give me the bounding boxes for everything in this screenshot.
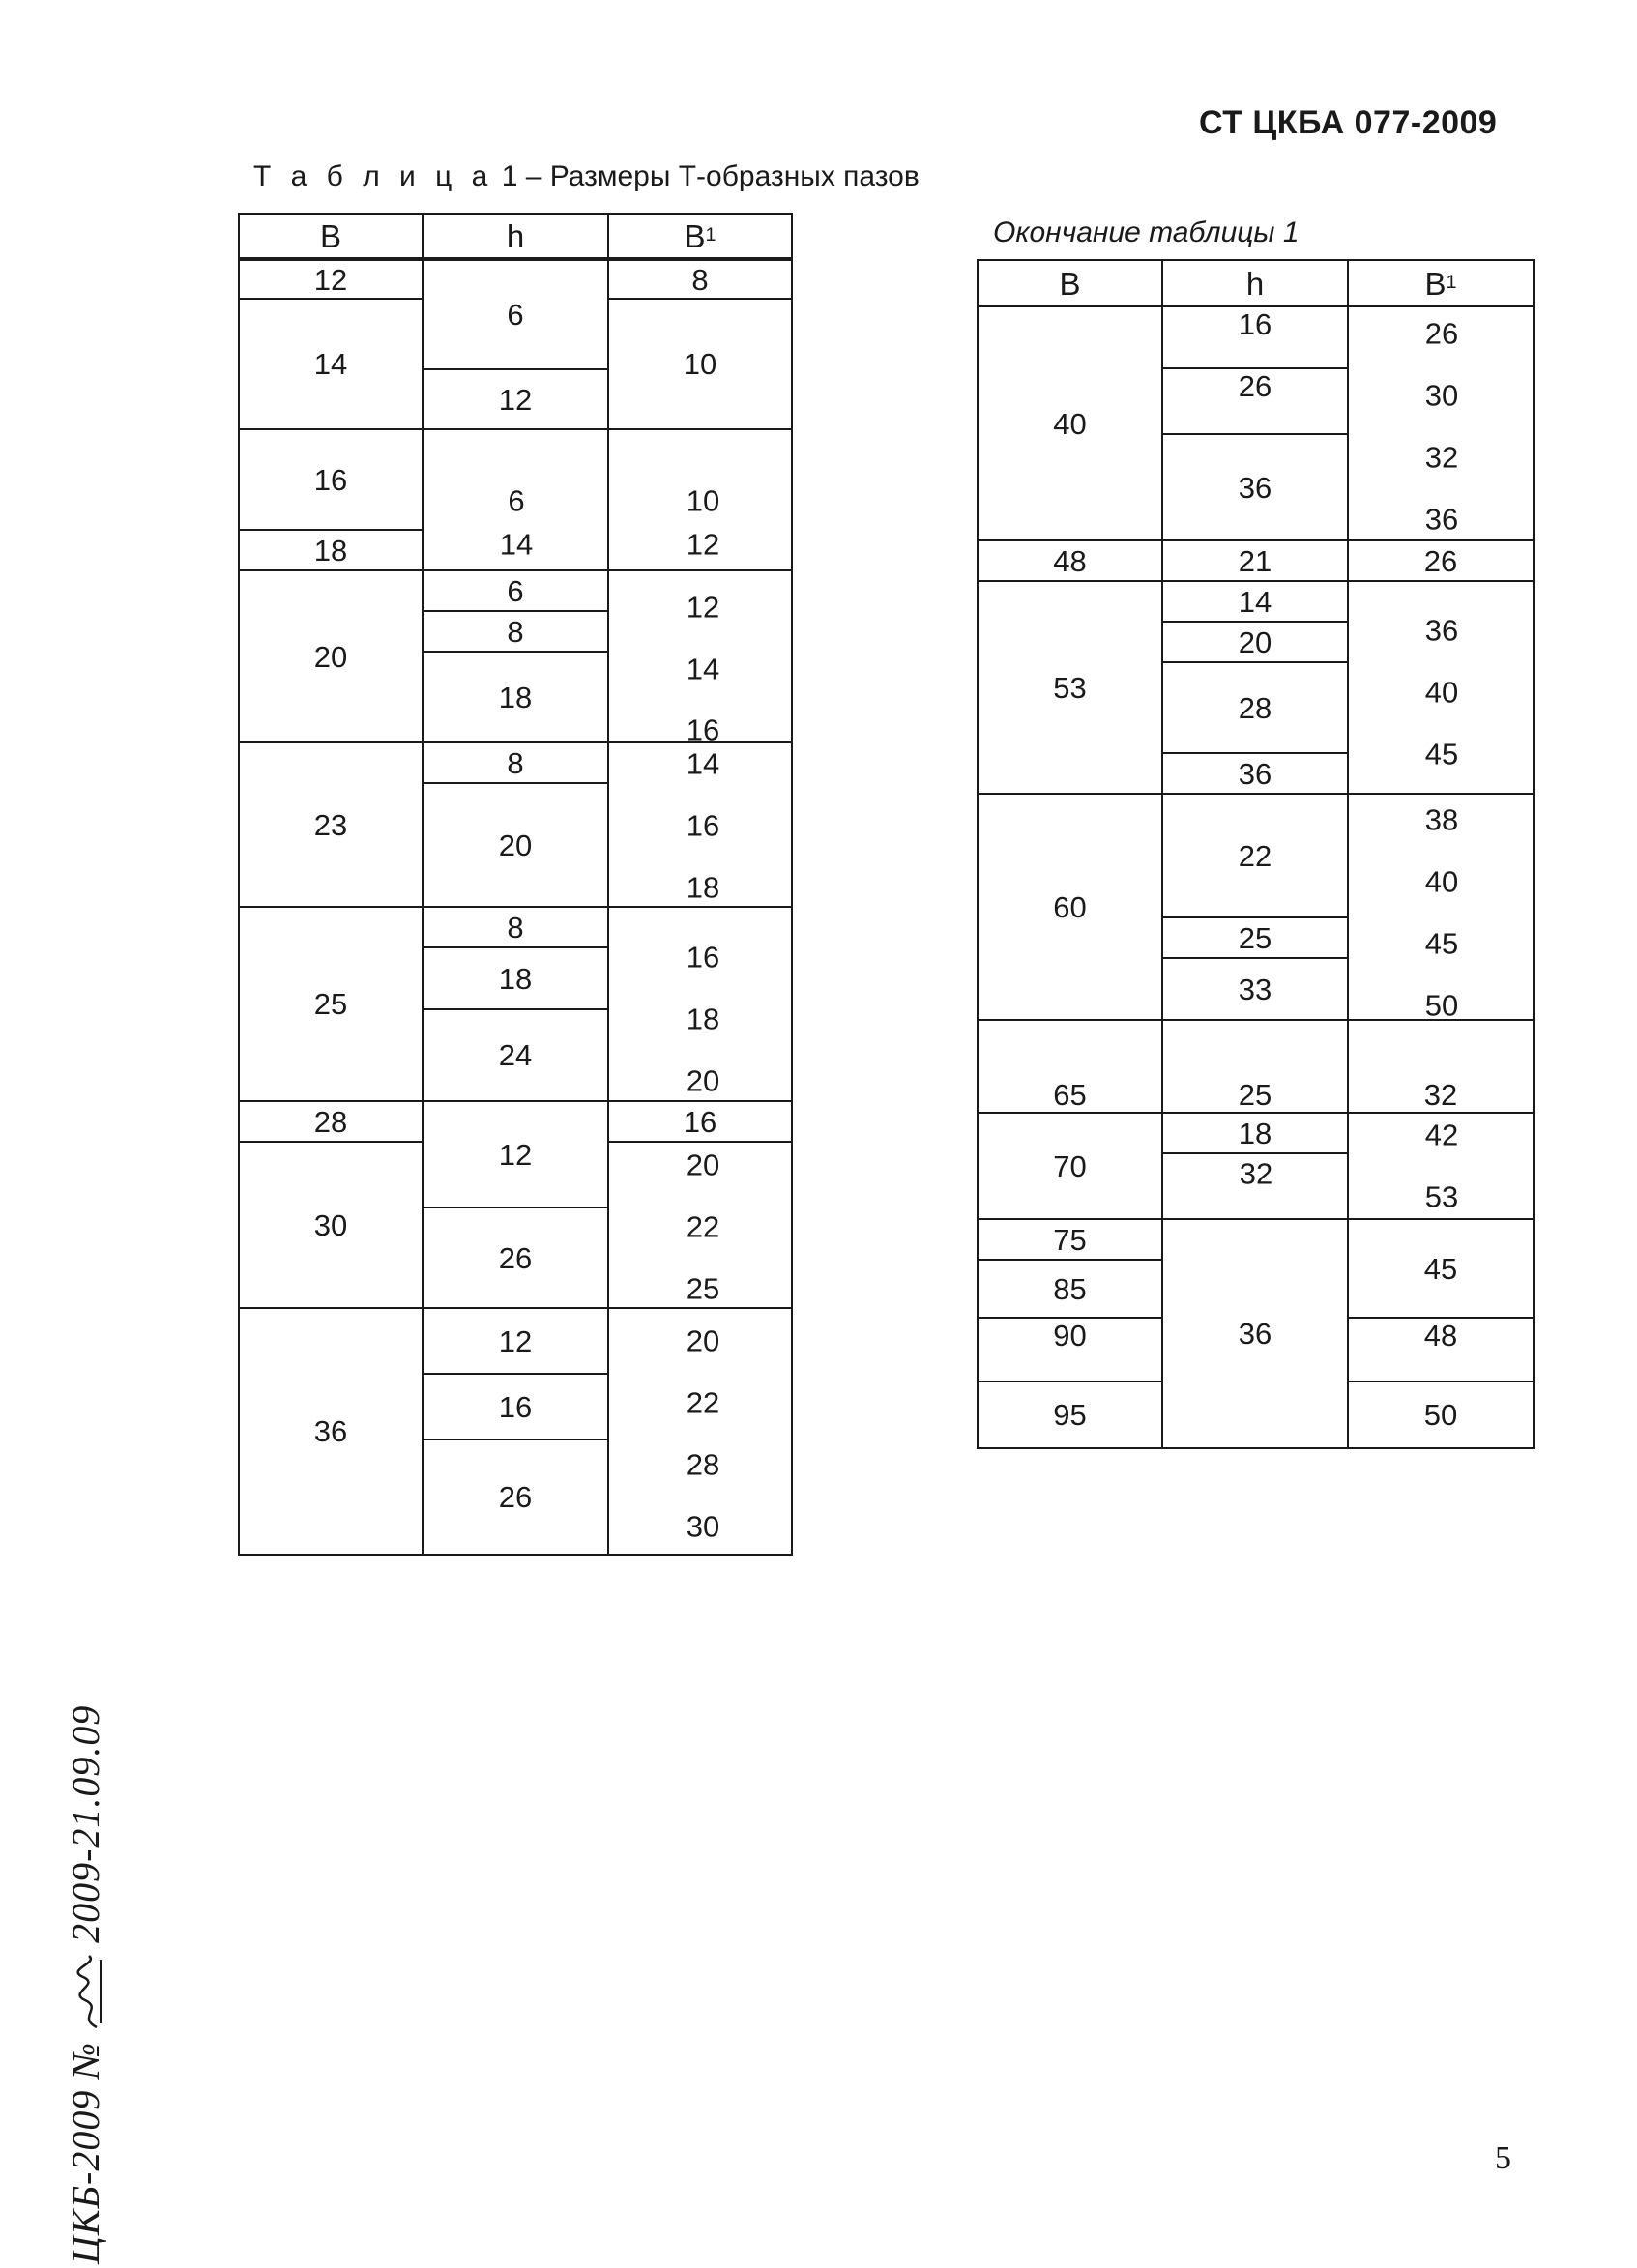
table-cell: 48 [977,541,1163,582]
table-cell: 18 [1163,1114,1349,1154]
page-number: 5 [1495,2140,1511,2176]
table-cell: 36 [1163,754,1349,795]
table-cell: 36 [1163,1220,1349,1449]
header-subscript: 1 [705,224,716,247]
table-cell: 32 [1239,1156,1273,1191]
table-cell: 8 [424,612,609,653]
table-cell: 14 [1163,582,1349,623]
table-cell: 20 [686,1063,720,1098]
table-cell: 22 [1163,795,1349,918]
table-cell: 70 [977,1114,1163,1220]
table-cell: 18 [686,870,720,905]
table-cell: 42 [1424,1118,1459,1152]
table-cell: 6 [508,483,525,518]
table-cell: 26 [424,1440,609,1556]
table-cell: 48 [1349,1319,1535,1382]
table-cell: 40 [977,307,1163,541]
table-cell: 75 [977,1220,1163,1261]
table-cell: 60 [977,795,1163,1021]
table-cell: 16 [686,940,720,974]
table-cell: 24 [424,1010,609,1102]
table-cell: 23 [238,743,424,908]
table-cell: 6 [424,259,609,370]
table-cell: 21 [1163,541,1349,582]
margin-handwritten-note [63,1705,108,2264]
table-cell: 45 [1424,926,1459,961]
table-cell: 85 [977,1261,1163,1319]
table-cell: 14 [686,746,720,781]
header-cell-b [977,259,1163,307]
table-cell: 16 [238,430,424,531]
table-cell: 26 [1424,316,1459,351]
table-cell: 12 [686,527,720,562]
table-cell: 18 [424,653,609,743]
table-cell: 10 [686,483,720,518]
header-text: h [506,218,525,254]
table-cell: 30 [1424,378,1459,413]
header-text: B [319,218,341,254]
table-cell: 25 [1163,1021,1349,1114]
table-cell: 18 [424,948,609,1010]
header-cell-b [238,213,424,259]
table-cell: 30 [686,1509,720,1544]
table-cell: 36 [1424,502,1459,537]
header-subscript: 1 [1446,272,1457,294]
table-1 [238,213,793,1556]
table-cell: 22 [686,1385,720,1420]
table-cell: 12 [238,259,424,300]
table-cell: 32 [1349,1021,1535,1114]
table-cell: 40 [1424,864,1459,899]
table-cell: 28 [1163,663,1349,754]
margin-note-left: ЦКБ-2009 № [64,2041,107,2264]
table-cell: 53 [1424,1179,1459,1214]
table-cell: 38 [1424,802,1459,837]
table-cell: 26 [1163,369,1349,435]
table-cell: 40 [1424,675,1459,710]
table-cell: 12 [424,370,609,430]
signature-scribble [73,1954,106,2031]
table-cell: 14 [238,300,424,430]
table-cell: 16 [424,1375,609,1440]
table-cell: 36 [238,1309,424,1556]
table-cell: 25 [238,908,424,1102]
table-cell: 53 [977,582,1163,795]
table-cell: 16 [686,808,720,843]
table-cell: 26 [424,1208,609,1309]
table-cell: 16 [686,712,720,747]
table-cell: 14 [686,652,720,686]
table-cell: 6 [424,571,609,612]
table-cell: 25 [1163,918,1349,959]
header-text: B [1059,265,1081,302]
table-cell: 12 [424,1309,609,1375]
table-cell: 20 [686,1323,720,1358]
table-cell: 90 [977,1319,1163,1382]
table-cell: 95 [977,1382,1163,1449]
header-cell-h [424,213,609,259]
table-caption-prefix: Т а б л и ц а [253,160,494,192]
header-text: h [1245,265,1265,302]
header-cell-h [1163,259,1349,307]
table-cell: 28 [238,1102,424,1143]
table-cell: 8 [424,743,609,784]
table-cell: 8 [424,908,609,948]
table-cell: 50 [1349,1382,1535,1449]
table-cell: 22 [686,1209,720,1244]
table-cell: 50 [1424,988,1459,1023]
header-cell-b1 [609,213,793,259]
table-cell: 8 [609,259,793,300]
table-cell: 20 [1163,623,1349,663]
table-cell: 45 [1349,1220,1535,1319]
table-1-continuation [977,259,1535,1449]
margin-note-right: 2009-21.09.09 [64,1704,107,1943]
document-code: СТ ЦКБА 077-2009 [1199,104,1498,141]
table-cell: 16 [609,1102,793,1143]
table-cell: 28 [686,1447,720,1482]
table-caption-title: 1 – Размеры Т-образных пазов [501,160,920,192]
table-cell: 16 [1163,307,1349,369]
header-text: B [1424,265,1447,302]
table-cell: 18 [238,531,424,571]
table-cell: 20 [686,1148,720,1182]
table-cell: 30 [238,1143,424,1309]
table-cell: 20 [424,784,609,908]
table-cell: 33 [1163,959,1349,1021]
table-cell: 10 [609,300,793,430]
header-text: B [684,218,706,254]
table-cell: 12 [686,590,720,625]
table-cell: 65 [977,1021,1163,1114]
table-cell: 25 [686,1271,720,1306]
table-cell: 32 [1424,440,1459,475]
table-1-caption [253,160,920,193]
table-cell: 20 [238,571,424,743]
table-cell: 14 [499,527,534,562]
table-cell: 18 [686,1002,720,1036]
table-cell: 45 [1424,737,1459,771]
table-cell: 36 [1163,435,1349,541]
table-cell: 26 [1349,541,1535,582]
header-cell-b1 [1349,259,1535,307]
table-cell: 12 [424,1102,609,1208]
table-cell: 36 [1424,613,1459,648]
table-1-continuation-caption: Окончание таблицы 1 [993,217,1300,248]
